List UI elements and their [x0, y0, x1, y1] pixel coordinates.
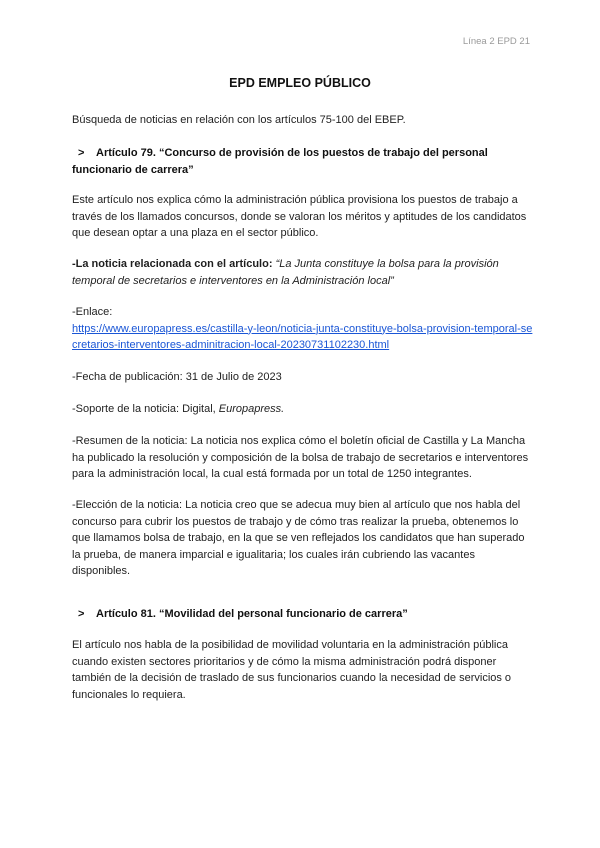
header-tag: Línea 2 EPD 21: [462, 36, 530, 47]
document-title: EPD EMPLEO PÚBLICO: [229, 76, 371, 90]
art81-marker: >: [78, 608, 85, 620]
art79-marker: >: [78, 147, 85, 159]
art79-heading-text: Artículo 79. “Concurso de provisión de los puestos de trabajo del personal funcionario de carrera”: [72, 147, 488, 176]
art79-support-label: -Soporte de la noticia: Digital,: [72, 403, 216, 415]
art79-support: [72, 401, 534, 418]
art81-body: El artículo nos habla de la posibilidad de movilidad voluntaria en la administración pública cuando existen sectores prioritarios y de cómo la misma administración podrá disponer también de la decisión de traslado de sus funcionarios cuando la necesidad de servicios o funcionales lo requiera.: [72, 639, 512, 701]
art79-news-title: “La Junta constituye la bolsa para la provisión temporal de secretarios e interventores en la Administración local”: [72, 258, 499, 287]
art81-heading-text: Artículo 81. “Movilidad del personal funcionario de carrera”: [96, 608, 408, 620]
art79-link-block: [72, 304, 534, 354]
art79-body: Este artículo nos explica cómo la administración pública provisiona los puestos de trabajo a través de los llamados concursos, donde se valoran los méritos y aptitudes de los candidatos que desean optar a una plaza en el sector público.: [72, 194, 527, 239]
art79-news-link[interactable]: https://www.europapress.es/castilla-y-leon/noticia-junta-constituye-bolsa-provision-temporal-secretarios-interventores-adminitracion-local-20230731102230.html: [72, 322, 533, 351]
art79-choice: -Elección de la noticia: La noticia creo que se adecua muy bien al artículo que nos habla del concurso para cubrir los puestos de trabajo y de cómo tras realizar la prueba, obtenemos lo que llamamos bolsa de trabajo, en la que se ven reflejados los candidatos que han superado la prueba, de manera imparcial e igualitaria; los cuales irán cubriendo las vacantes disponibles.: [72, 499, 525, 577]
art79-date: -Fecha de publicación: 31 de Julio de 2023: [72, 371, 282, 383]
art79-heading: [72, 145, 534, 178]
art79-news-label: -La noticia relacionada con el artículo:: [72, 258, 273, 270]
art79-news: [72, 256, 534, 289]
art79-support-source: Europapress.: [218, 403, 285, 415]
art79-summary: -Resumen de la noticia: La noticia nos explica cómo el boletín oficial de Castilla y La Mancha ha publicado la resolución y composición de la bolsa de trabajo de secretarios e interventores para la administración local, la cual está formada por un total de 1250 integrantes.: [72, 435, 529, 480]
art81-heading: [72, 606, 534, 623]
art79-link-label: -Enlace:: [72, 306, 113, 318]
intro-text: Búsqueda de noticias en relación con los artículos 75-100 del EBEP.: [72, 114, 406, 126]
